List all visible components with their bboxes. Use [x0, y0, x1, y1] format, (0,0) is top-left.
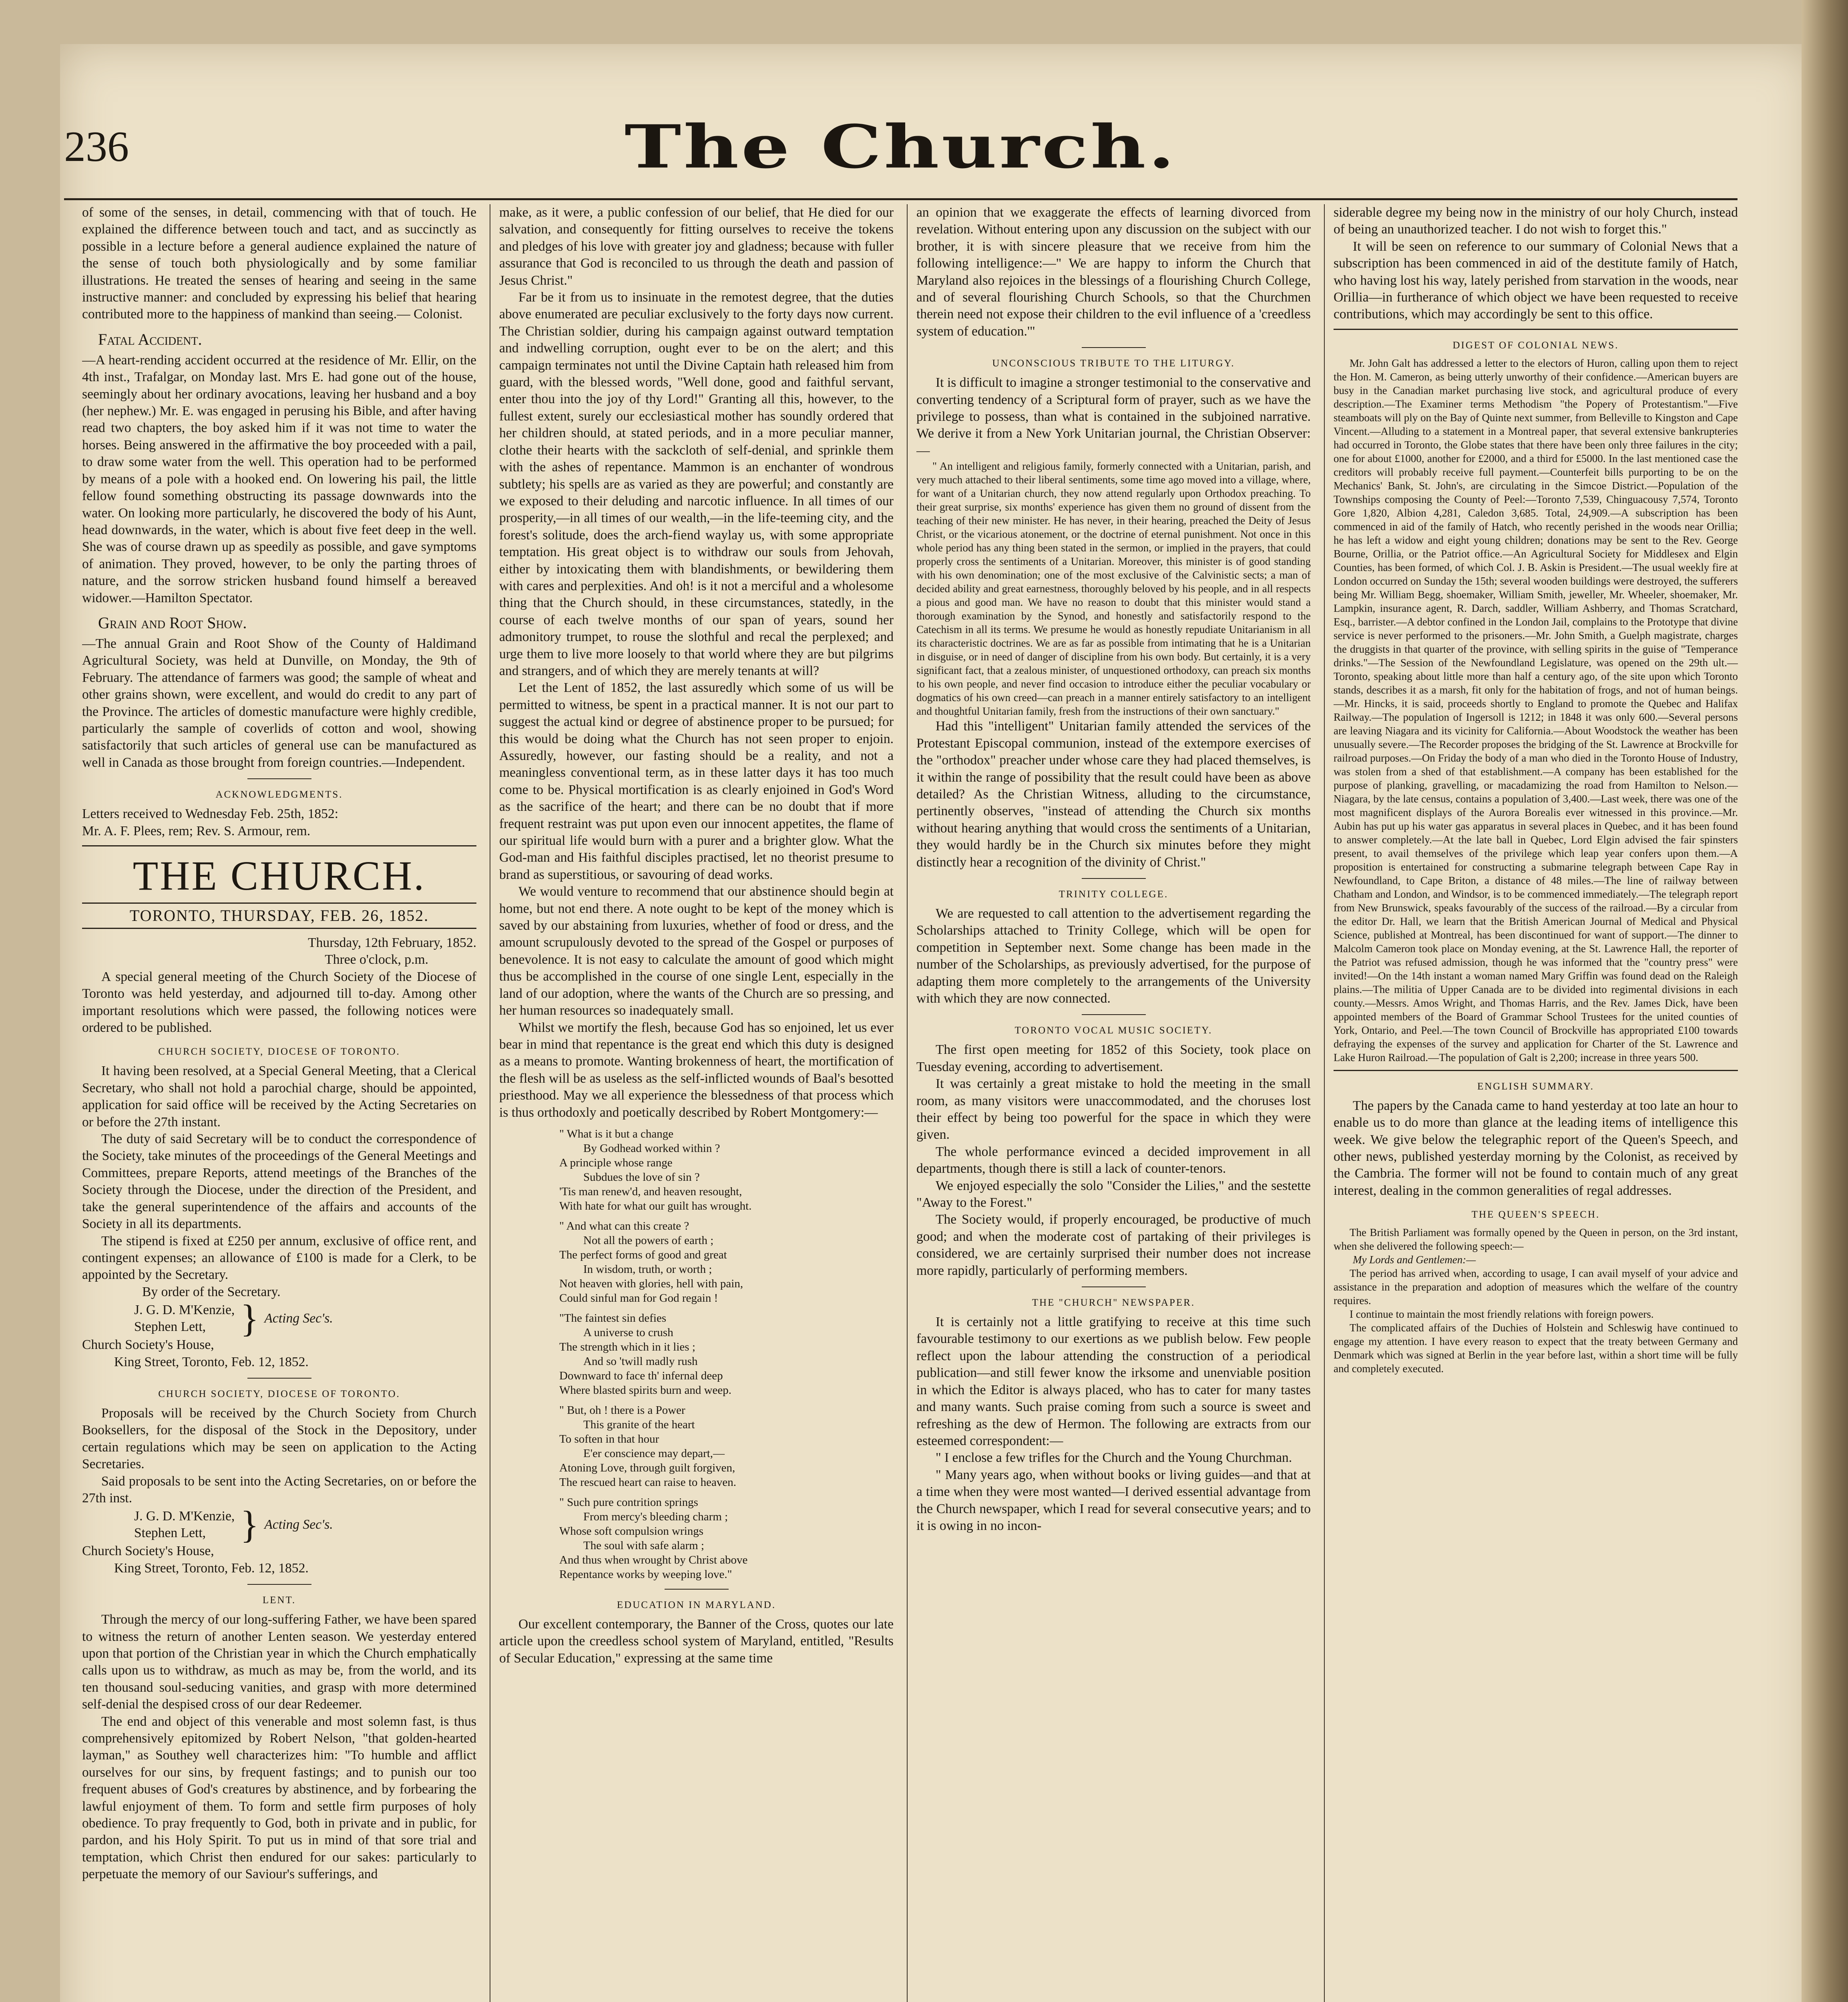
- brace-glyph: }: [240, 1503, 259, 1546]
- divider: [247, 1584, 311, 1585]
- vocal-paragraph: We enjoyed especially the solo "Consider the Lilies," and the sestette "Away to the Forest.": [916, 1178, 1311, 1210]
- poem-line: By Godhead worked within ?: [583, 1142, 720, 1155]
- education-body: Our excellent contemporary, the Banner of the Cross, quotes our late article upon the creedless school system of Maryland, entitled, "Results of Secular Education," expressing at the same time: [499, 1616, 894, 1666]
- poem-line: The soul with safe alarm ;: [583, 1539, 704, 1552]
- signatory: Stephen Lett,: [134, 1526, 206, 1541]
- lent-paragraph: Through the mercy of our long-suffering Father, we have been spared to witness the return of another Lenten season. We yesterday entered upon that portion of the Christian year in which the Church emphatically calls upon us to withdraw, as much as may be, from the world, and its ten thousand soul-seducing vanities, and grasp with more determined self-denial the despised cross of our dear Redeemer.: [82, 1612, 476, 1712]
- divider: [247, 778, 311, 779]
- hatch-notice: It will be seen on reference to our summary of Colonial News that a subscription has been commenced in aid of the destitute family of Hatch, who having lost his way, lately perished from starvation in the woods, near Orillia—in furtherance of which object we have been requested to receive contributions, which may accordingly be sent to this office.: [1334, 239, 1738, 322]
- poem-line: "The faintest sin defies: [559, 1311, 667, 1325]
- address-line: Church Society's House,: [82, 1544, 214, 1559]
- church-society-heading: CHURCH SOCIETY, DIOCESE OF TORONTO.: [158, 1388, 400, 1399]
- speech-paragraph: The period has arrived when, according to usage, I can avail myself of your advice and assistance in the preparation and adoption of measures which the welfare of the country requires.: [1334, 1267, 1738, 1307]
- liturgy-heading: UNCONSCIOUS TRIBUTE TO THE LITURGY.: [992, 358, 1235, 369]
- poem-line: In wisdom, truth, or worth ;: [583, 1262, 712, 1276]
- poem-line: And thus when wrought by Christ above: [559, 1553, 748, 1566]
- english-summary-body: The papers by the Canada came to hand yesterday at too late an hour to enable us to do more than glance at the leading items of intelligence this week. We give below the telegraphic report of the Queen's Speech, and other news, published yesterday morning by the Colonist, as received by the Cambria. The former will not be found to contain much of any great interest, dealing in the common generalities of regal addresses.: [1334, 1098, 1738, 1198]
- signatory: J. G. D. M'Kenzie,: [134, 1302, 235, 1317]
- colonial-news-heading: DIGEST OF COLONIAL NEWS.: [1452, 340, 1619, 351]
- poem-line: " Such pure contrition springs: [559, 1495, 698, 1509]
- poem-line: 'Tis man renew'd, and heaven resought,: [559, 1185, 742, 1198]
- acknowledgment-line: Mr. A. F. Plees, rem; Rev. S. Armour, rem.: [82, 823, 311, 838]
- divider: [1082, 1286, 1146, 1287]
- speech-paragraph: The British Parliament was formally opened by the Queen in person, on the 3rd instant, when she delivered the following speech:—: [1334, 1226, 1738, 1252]
- poem-line: Subdues the love of sin ?: [583, 1170, 700, 1184]
- signature-block: [82, 1297, 476, 1340]
- church-society-heading: CHURCH SOCIETY, DIOCESE OF TORONTO.: [158, 1046, 400, 1057]
- notice-paragraph: Said proposals to be sent into the Acting Secretaries, on or before the 27th inst.: [82, 1473, 476, 1506]
- signatory: Stephen Lett,: [134, 1319, 206, 1335]
- lent-paragraph: The end and object of this venerable and most solemn fast, is thus comprehensively epitomized by Robert Nelson, "that golden-hearted layman," as Southey well characterizes him: "To humble and afflict ourselves for our sins, by frequent fastings; and to punish our too frequent abuses of God's creatures by abstinence, and by forbearing the lawful enjoyment of them. To form and settle firm purposes of holy obedience. To pray frequently to God, both in private and in public, for pardon, and his Holy Spirit. To put us in mind of that sore trial and temptation, which Christ then endured for our sakes: particularly to perpetuate the memory of our Saviour's sufferings, and: [82, 1714, 476, 1882]
- vocal-paragraph: The whole performance evinced a decided improvement in all departments, though there is still a lack of counter-tenors.: [916, 1144, 1311, 1176]
- newspaper-title: The Church.: [624, 112, 1177, 182]
- poem-line: Could sinful man for God regain !: [559, 1291, 718, 1305]
- poem-line: Not all the powers of earth ;: [583, 1234, 714, 1247]
- poem-line: The strength which in it lies ;: [559, 1340, 695, 1353]
- vocal-paragraph: The Society would, if properly encouraged, be productive of much good; and when the moderate cost of partaking of their privileges is considered, we are certainly surprised their number does not increase more rapidly, particularly of performing members.: [916, 1212, 1311, 1278]
- newspaper-paragraph: It is certainly not a little gratifying to receive at this time such favourable testimony to our exertions as we publish below. Few people reflect upon the labour attending the construction of a periodical publication—and still fewer know the irksome and unenviable position in which the Editor is always placed, who has to cater for many tastes and many wants. Such praise coming from such a source is sweet and refreshing as the dew of Hermon. The following are extracts from our esteemed correspondent:—: [916, 1315, 1311, 1448]
- address-line: King Street, Toronto, Feb. 12, 1852.: [114, 1354, 309, 1369]
- meeting-time: Three o'clock, p.m.: [325, 952, 428, 967]
- dateline: TORONTO, THURSDAY, FEB. 26, 1852.: [82, 903, 476, 929]
- divider: [665, 1589, 729, 1590]
- speech-salutation: My Lords and Gentlemen:—: [1353, 1254, 1476, 1266]
- divider: [82, 845, 476, 846]
- poem-line: A universe to crush: [583, 1326, 673, 1339]
- grain-show-heading: Grain and Root Show.: [98, 613, 247, 632]
- fatal-accident-heading: Fatal Accident.: [98, 330, 202, 348]
- poem-line: The rescued heart can raise to heaven.: [559, 1475, 737, 1489]
- liturgy-paragraph: It is difficult to imagine a stronger testimonial to the conservative and converting tendency of a Scriptural form of prayer, such as we have the privilege to possess, than what is contained in the subjoined narrative. We derive it from a New York Unitarian journal, the Christian Observer:—: [916, 375, 1311, 458]
- signatory: J. G. D. M'Kenzie,: [134, 1508, 235, 1524]
- editorial-title: THE CHURCH.: [133, 853, 426, 899]
- poem-line: " But, oh ! there is a Power: [559, 1403, 685, 1417]
- education-continuation: an opinion that we exaggerate the effects of learning divorced from revelation. Without entering upon any discussion on the subject with our brother, it is with sincere pleasure that we receive from him the following intelligence:—" We are happy to inform the Church that Maryland also rejoices in the blessings of a flourishing Church College, and of several flourishing Church Schools, so that the Churchmen therein need not expose their children to the evil influence of a 'creedless system of education.'": [916, 205, 1311, 339]
- poem-line: With hate for what our guilt has wrought.: [559, 1199, 752, 1212]
- notice-paragraph: The duty of said Secretary will be to conduct the correspondence of the Society, take minutes of the proceedings of the General Meetings and Committees, prepare Reports, attend meetings of the Branches of the Society through the Diocese, under the direction of the President, and take the general superintendence of the affairs and accounts of the Society in all its departments.: [82, 1132, 476, 1232]
- meeting-date: Thursday, 12th February, 1852.: [308, 935, 476, 950]
- divider: [1334, 329, 1738, 330]
- newspaper-paragraph: " Many years ago, when without books or living guides—and that at a time when they were most wanted—I derived essential advantage from the Church newspaper, which I read for several consecutive years; and to it is owing in no incon-: [916, 1467, 1311, 1533]
- poem-line: Not heaven with glories, hell with pain,: [559, 1277, 743, 1290]
- poem-line: To soften in that hour: [559, 1432, 659, 1445]
- trinity-heading: TRINITY COLLEGE.: [1059, 888, 1169, 900]
- queens-speech-heading: THE QUEEN'S SPEECH.: [1471, 1209, 1600, 1220]
- vocal-society-heading: TORONTO VOCAL MUSIC SOCIETY.: [1014, 1025, 1213, 1036]
- colonial-news-body: Mr. John Galt has addressed a letter to the electors of Huron, calling upon them to reject the Hon. M. Cameron, as being utterly unworthy of their confidence.—American buyers are busy in the Canadian market purchasing live stock, and agricultural produce of every description.—The Examiner terms Methodism "the Popery of Protestantism."—Five steamboats will ply on the Bay of Quinte next summer, from Belleville to Kingston and Cape Vincent.—Alluding to a statement in a Montreal paper, that several extensive bankrupteries had occurred in Toronto, the Globe states that there have been only three failures in the city; one for about £1000, another for £2000, and a third for £5000. In the last mentioned case the creditors will probably receive full payment.—Counterfeit bills purporting to be on the Mechanics' Bank, St. John's, are circulating in the Simcoe District.—Population of the Townships composing the County of Peel:—Toronto 7,539, Chinguacousy 7,574, Toronto Gore 1,820, Albion 4,281, Caledon 3,685. Total, 24,909.—A subscription has been commenced in aid of the family of Hatch, who recently perished in the woods near Orillia; he has left a widow and eight young children; donations may be sent to the Rev. George Bourne, Orillia, or the Patriot office.—An Agricultural Society for Middlesex and Elgin Counties, has been formed, of which Col. J. B. Askin is President.—The usual weekly fire at London occurred on Sunday the 15th; several wooden buildings were destroyed, the sufferers being Mr. William Begg, shoemaker, William Smith, jeweller, Mr. Wheeler, shoemaker, Mr. Lampkin, insurance agent, R. Darch, saddler, William Ashberry, and Thomas Scratchard, Esq., barrister.—A debtor confined in the London Jail, complains to the Prototype that divine service is never performed to the prisoners.—Mr. John Smith, a Guelph magistrate, charges the druggists in that quarter of the province, with selling spirits in the guise of "Temperance drinks."—The Session of the Newfoundland Legislature, was opened on the 29th ult.—Toronto, speaking about little more than half a century ago, of the site upon which Toronto stands, describes it as a marsh, fit only for the habitation of frogs, and not of human beings.—Mr. Hincks, it is said, proceeds shortly to England to promote the Quebec and Halifax Railway.—The population of Ingersoll is 1212; in 1848 it was only 600.—Several persons are leaving Niagara and its vicinity for California.—About Woodstock the weather has been unusually severe.—The Recorder proposes the bridging of the St. Lawrence at Brockville for railroad purposes.—On Friday the body of a man who died in the Toronto House of Industry, was stolen from a shed of that establishment.—A company has been established for the purpose of planking, gravelling, or macadamizing the road from Hamilton to Nelson.—Niagara, by the late census, contains a population of 3,400.—Last week, there was one of the most magnificent displays of the Aurora Borealis ever witnessed in this province.—Mr. Aubin has put up his water gas apparatus in several places in Quebec, and it has been found to answer completely.—At the late ball in Quebec, Lord Elgin advised the fair spinsters present, to avail themselves of the privilege which leap year confers upon them.—A proposition is entertained for constructing a submarine telegraph between Cape Ray in Newfoundland, to Cape Briton, a distance of 48 miles.—The line of railway between Chatham and London, and Windsor, is to be commenced immediately.—The telegraph report from New Brunswick, speaks favourably of the success of the railroad.—By a circular from the editor Dr. Hall, we learn that the British American Journal of Medical and Physical Science, published at Montreal, has been discontinued for want of support.—The dinner to Malcolm Cameron took place on Monday evening, at the St. Lawrence Hall, the reporter of the Patriot was refused admission, though he was informed that the "country press" were invited!—On the 14th instant a woman named Mary Griffin was found dead on the Raleigh plains.—The militia of Upper Canada are to be divided into regimental divisions in each county.—Messrs. Amos Wright, and Thomas Harris, and the Rev. James Dick, have been appointed members of the Board of Grammar School Trustees for the united counties of York, Ontario, and Peel.—The town Council of Brockville has appropriated £100 towards defraying the expenses of the survey and application for Charter of the St. Lawrence and Lake Huron Railroad.—The population of Galt is 2,200; increase in three years 500.: [1334, 357, 1738, 1063]
- masthead: [64, 94, 1738, 200]
- poem-line: Whose soft compulsion wrings: [559, 1524, 704, 1538]
- poem: [499, 1127, 894, 1582]
- poem-line: Atoning Love, through guilt forgiven,: [559, 1461, 735, 1474]
- english-summary-heading: ENGLISH SUMMARY.: [1477, 1081, 1595, 1092]
- poem-line: And so 'twill madly rush: [583, 1355, 698, 1368]
- signature-block: [82, 1503, 476, 1546]
- divider: [247, 1378, 311, 1379]
- page-binding-gutter: [1802, 0, 1848, 2002]
- poem-line: From mercy's bleeding charm ;: [583, 1510, 728, 1523]
- notice-paragraph: The stipend is fixed at £250 per annum, exclusive of office rent, and contingent expenses; an allowance of £100 is made for a Clerk, to be appointed by the Secretary.: [82, 1233, 476, 1282]
- education-heading: EDUCATION IN MARYLAND.: [617, 1599, 776, 1610]
- notice-paragraph: It having been resolved, at a Special General Meeting, that a Clerical Secretary, who shall not hold a parochial charge, should be appointed, application for said office will be received by the Acting Secretaries on or before the 27th instant.: [82, 1063, 476, 1130]
- newspaper-heading: THE "CHURCH" NEWSPAPER.: [1032, 1297, 1195, 1309]
- page-number: 236: [64, 123, 129, 171]
- divider: [1082, 1014, 1146, 1015]
- lent-paragraph: Far be it from us to insinuate in the remotest degree, that the duties above enumerated are peculiar exclusively to the forty days now current. The Christian soldier, during his campaign against outward temptation and indwelling corruption, ought ever to be on the alert; and this campaign terminates not until the Divine Captain hath released him from guard, with the blessed words, "Well done, good and faithful servant, enter thou into the joy of thy Lord!" Granting all this, however, to the fullest extent, surely our ecclesiastical mother has soundly ordered that her children should, at stated periods, and in a more peculiar manner, clothe their hearts with the sackcloth of self-denial, and sprinkle them with the ashes of repentance. Mammon is an enchanter of wondrous subtlety; his spells are as varied as they are powerful; and constantly are we exposed to their deluding and narcotic influence. In all times of our prosperity,—in all times of our wealth,—in the life-teeming city, and the forest's solitude, does the arch-fiend waylay us, with some appropriate temptation. His great object is to withdraw our souls from Jehovah, either by intoxicating them with blandishments, or bewildering them with cares and perplexities. And oh! is it not a merciful and a wholesome thing that the Church should, in these circumstances, statedly, in the course of each twelve months of our span of years, sound her admonitory trumpet, to rouse the slothful and recal the perplexed; and urge them to live more loosely to that world where they are but pilgrims and strangers, and of which they are merely tenants at will?: [499, 290, 894, 678]
- column-2: [499, 204, 894, 2002]
- poem-line: The perfect forms of good and great: [559, 1248, 727, 1261]
- signatory-role: Acting Sec's.: [264, 1311, 333, 1326]
- columns: [82, 204, 1748, 2002]
- meeting-body: A special general meeting of the Church Society of the Diocese of Toronto was held yesterday, and adjourned till to-day. Among other important resolutions which were passed, the following notices were ordered to be published.: [82, 969, 476, 1035]
- acknowledgments-heading: ACKNOWLEDGMENTS.: [215, 789, 343, 800]
- address-line: King Street, Toronto, Feb. 12, 1852.: [114, 1560, 309, 1576]
- brace-glyph: }: [240, 1297, 259, 1340]
- liturgy-quote: " An intelligent and religious family, formerly connected with a Unitarian, parish, and very much attached to their liberal sentiments, some time ago moved into a village, where, for want of a Unitarian church, they now attend regularly upon Orthodox preaching. To their great surprise, six months' experience has given them no ground of dissent from the teaching of their new minister. He has never, in their hearing, preached the Deity of Jesus Christ, or the vicarious atonement, or the doctrine of eternal punishment. Not once in this whole period has any thing been stated in the sermon, or implied in the prayers, that could properly cross the sentiments of a Unitarian. Moreover, this minister is of good standing with his own denomination; one of the most exclusive of the Calvinistic sects; a man of decided ability and great earnestness, thoroughly beloved by his people, and in all respects a pious and good man. We have no reason to doubt that this minister would stand a thorough examination by the Synod, and honestly and satisfactorily respond to the Catechism in all its terms. We presume he would as honestly repudiate Unitarianism in all its characteristic doctrines. We are as far as possible from intimating that he is a Unitarian in disguise, or in need of danger of discipline from his own body. But certainly, it is a very significant fact, that a zealous minister, of unquestioned orthodoxy, can preach six months to his own people, and never find occasion to introduce either the peculiar vocabulary or dogmatics of his own creed—can preach in a manner entirely satisfactory to an intelligent and thoughtful Unitarian family, fresh from the instructions of their own sanctuary.": [916, 460, 1311, 718]
- liturgy-paragraph: Had this "intelligent" Unitarian family attended the services of the Protestant Episcopal communion, instead of the extempore exercises of the "orthodox" preacher under whose care they had placed themselves, is it within the range of possibility that the result could have been as above detailed? As the Christian Witness, alluding to the circumstance, pertinently observes, "instead of attending the Church six months without hearing anything that would cross the sentiments of a Unitarian, they would hardly be in the Church six minutes before they might distinctly hear a recognition of the divinity of Christ.": [916, 719, 1311, 870]
- vocal-paragraph: It was certainly a great mistake to hold the meeting in the small room, as many visitors were unaccommodated, and the choruses lost their effect by being too powerful for the space in which they were given.: [916, 1076, 1311, 1142]
- poem-line: A principle whose range: [559, 1156, 673, 1169]
- column-1: [82, 204, 476, 2002]
- grain-show-body: —The annual Grain and Root Show of the County of Haldimand Agricultural Society, was held at Dunville, on Monday, the 9th of February. The attendance of farmers was good; the sample of wheat and other grains shown, were excellent, and would do credit to any part of the Province. The articles of domestic manufacture were highly credible, particularly the sample of coverlids of cotton and wool, showing satisfactorily that such articles of general use can be manufactured as well in Canada as those brought from foreign countries.—Independent.: [82, 636, 476, 770]
- lent-heading: LENT.: [262, 1595, 296, 1606]
- lent-paragraph: We would venture to recommend that our abstinence should begin at home, but not end there. A note ought to be kept of the money which is saved by our abstaining from luxuries, whether of food or dress, and the amount scrupulously devoted to the spread of the Gospel or purposes of benevolence. It is not easy to calculate the amount of good which might thus be accomplished in the course of one single Lent, especially in the land of our adoption, where the wants of the Church are so pressing, and her human resources so inadequately small.: [499, 884, 894, 1018]
- column-rule: [1324, 204, 1325, 2002]
- poem-line: Where blasted spirits burn and weep.: [559, 1383, 732, 1397]
- lent-paragraph: Whilst we mortify the flesh, because God has so enjoined, let us ever bear in mind that repentance is the great end which this duty is designed as a means to promote. Wanting brokenness of heart, the mortification of the flesh will be as useless as the self-inflicted wounds of Baal's besotted priesthood. May we all experience the blessedness of that process which is thus orthodoxly and poetically described by Robert Montgomery:—: [499, 1020, 894, 1120]
- poem-line: Downward to face th' infernal deep: [559, 1369, 723, 1382]
- divider: [1082, 878, 1146, 879]
- column-4: [1334, 204, 1738, 2002]
- poem-line: " What is it but a change: [559, 1127, 674, 1140]
- fatal-accident-body: —A heart-rending accident occurred at the residence of Mr. Ellir, on the 4th inst., Trafalgar, on Monday last. Mrs E. had gone out of the house, seemingly about her ordinary avocations, leaving her husband and a boy (her nephew.) Mr. E. was engaged in perusing his Bible, and after having read two chapters, the boy asked him if it was not time to water the horses. Being answered in the affirmative the boy proceeded with a pail, to draw some water from the well. This operation had to be performed by means of a pole with a hooked end. On lowering his pail, the little fellow found something obstructing its passage downwards into the water. On looking more particularly, he discovered the body of his Aunt, head downwards, in the water, which is about five feet deep in the well. She was of course drawn up as speedily as possible, and gave symptoms of animation. They proved, however, to be only the parting throes of nature, and the sorrow stricken husband found himself a bereaved widower.—Hamilton Spectator.: [82, 352, 476, 605]
- poem-line: This granite of the heart: [583, 1418, 695, 1431]
- poem-line: E'er conscience may depart,—: [583, 1447, 725, 1460]
- notice-paragraph: Proposals will be received by the Church Society from Church Booksellers, for the disposal of the Stock in the Depository, under certain regulations which may be seen on application to the Acting Secretaries.: [82, 1405, 476, 1472]
- order-line: By order of the Secretary.: [142, 1284, 281, 1299]
- trinity-body: We are requested to call attention to the advertisement regarding the Scholarships attached to Trinity College, which will be open for competition in September next. Some change has been made in the number of the Scholarships, as previously advertised, for the purpose of adapting them more completely to the arrangements of the University with which they are now connected.: [916, 906, 1311, 1006]
- article-continuation: of some of the senses, in detail, commencing with that of touch. He explained the difference between touch and tact, and as succinctly as possible in a lecture before a general audience explained the nature of the sense of touch both physiologically and by some familiar illustrations. He treated the senses of hearing and seeing in the same instructive manner: and concluded by expressing his belief that hearing contributed more to the happiness of mankind than seeing.— Colonist.: [82, 205, 476, 322]
- poem-line: Repentance works by weeping love.": [559, 1568, 732, 1581]
- speech-paragraph: I continue to maintain the most friendly relations with foreign powers.: [1350, 1308, 1654, 1321]
- speech-paragraph: The complicated affairs of the Duchies of Holstein and Schleswig have continued to engage my attention. I have every reason to expect that the treaty between Germany and Denmark which was signed at Berlin in the year before last, within a short time will be fully and completely executed.: [1334, 1322, 1738, 1375]
- newspaper-paragraph: " I enclose a few trifles for the Church and the Young Churchman.: [936, 1450, 1292, 1465]
- divider: [1334, 1070, 1738, 1071]
- lent-paragraph: Let the Lent of 1852, the last assuredly which some of us will be permitted to witness, be spent in a practical manner. It is not our part to suggest the actual kind or degree of abstinence proper to be pursued; for this would be doing what the Church has not seen proper to enjoin. Assuredly, however, our fasting should be a reality, and not a meaningless conventional term, as in these latter days it has too much come to be. Physical mortification is as clearly enjoined in God's Word as the sacrifice of the heart; and there can be no doubt that if more frequent restraint was put upon even our innocent appetites, the flame of our spiritual life would burn with a purer and a brighter glow. What the God-man and His faithful disciples practised, let no theorist presume to brand as superstitious, or savouring of dead works.: [499, 680, 894, 882]
- vocal-paragraph: The first open meeting for 1852 of this Society, took place on Tuesday evening, according to advertisement.: [916, 1042, 1311, 1074]
- acknowledgment-line: Letters received to Wednesday Feb. 25th, 1852:: [82, 806, 339, 822]
- column-3: [916, 204, 1311, 2002]
- newspaper-continuation: siderable degree my being now in the ministry of our holy Church, instead of being an unauthorized teacher. I do not wish to forget this.": [1334, 205, 1738, 237]
- address-line: Church Society's House,: [82, 1337, 214, 1353]
- poem-line: " And what can this create ?: [559, 1219, 689, 1232]
- lent-paragraph: make, as it were, a public confession of our belief, that He died for our salvation, and consequently for fitting ourselves to receive the tokens and pledges of his love with greater joy and gladness; because with fuller assurance that God is reconciled to us through the death and passion of Jesus Christ.": [499, 205, 894, 288]
- divider: [1082, 347, 1146, 348]
- signatory-role: Acting Sec's.: [264, 1517, 333, 1532]
- column-rule: [907, 204, 908, 2002]
